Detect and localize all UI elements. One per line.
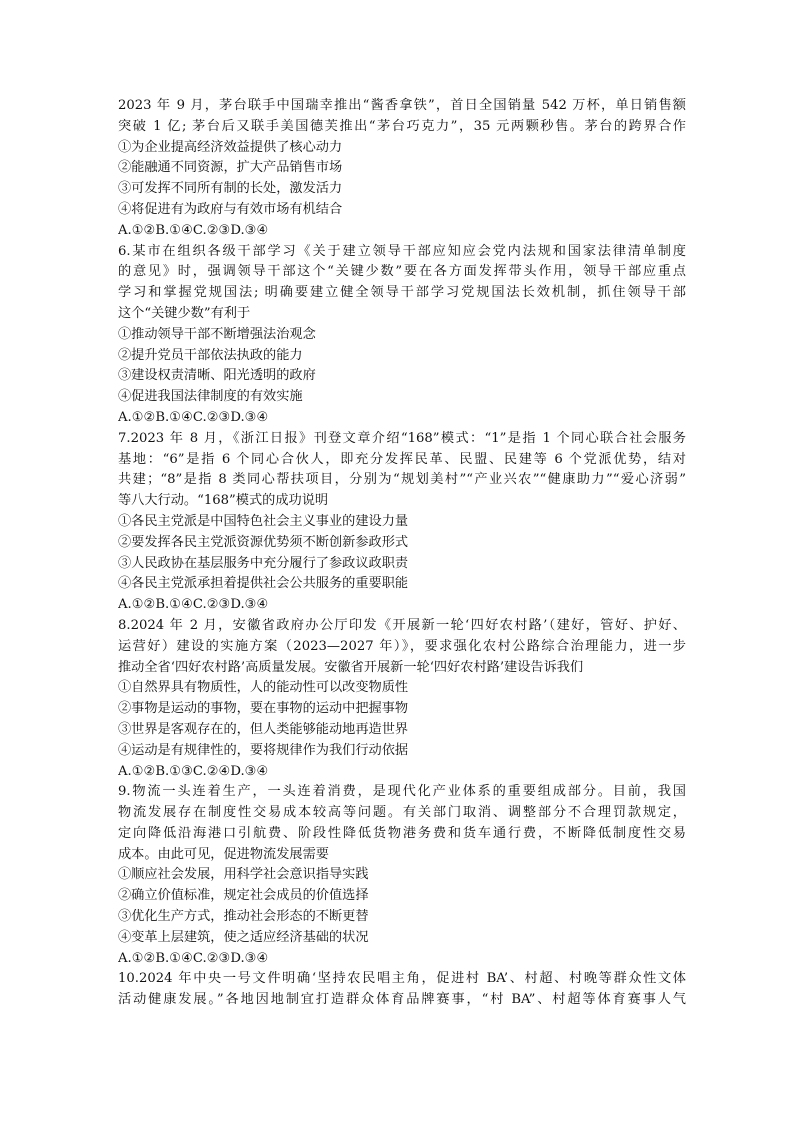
question-stem-line: 2023 年 9 月，茅台联手中国瑞幸推出“酱香拿铁”，首日全国销量 542 万杯，单日销售额 <box>118 98 686 113</box>
option-4: ④促进我国法律制度的有效实施 <box>118 389 303 405</box>
option-4: ④各民主党派承担着提供社会公共服务的重要职能 <box>118 576 409 592</box>
option-2: ②能融通不同资源，扩大产品销售市场 <box>118 160 343 176</box>
option-3: ③人民政协在基层服务中充分履行了参政议政职责 <box>118 555 409 571</box>
answer-choices: A.①②B.①④C.②③D.③④ <box>118 222 269 238</box>
question-stem-line: 等八大行动。“168”模式的成功说明 <box>118 493 329 509</box>
answer-choices: A.①②B.①③C.②④D.③④ <box>118 763 269 779</box>
question-9 <box>118 782 686 969</box>
option-1: ①推动领导干部不断增强法治观念 <box>118 326 316 342</box>
option-1: ①顺应社会发展，用科学社会意识指导实践 <box>118 867 369 883</box>
option-2: ②要发挥各民主党派资源优势须不断创新参政形式 <box>118 534 409 550</box>
option-4: ④运动是有规律性的，要将规律作为我们行动依据 <box>118 742 409 758</box>
question-stem-line: 7.2023 年 8 月，《浙江日报》刊登文章介绍“168”模式：“1”是指 1 个同心联合社会服务 <box>118 430 686 446</box>
question-stem-line: 运营好）建设的实施方案（2023—2027 年）》，要求强化农村公路综合治理能力，进一步 <box>118 638 686 654</box>
option-1: ①各民主党派是中国特色社会主义事业的建设力量 <box>118 513 409 529</box>
question-stem-line: 6.某市在组织各级干部学习《关于建立领导干部应知应会党内法规和国家法律清单制度 <box>118 243 686 259</box>
question-stem-line: 9.物流一头连着生产，一头连着消费，是现代化产业体系的重要组成部分。目前，我国 <box>118 784 686 800</box>
answer-choices: A.①②B.①④C.②③D.③④ <box>118 409 269 425</box>
option-3: ③可发挥不同所有制的长处，激发活力 <box>118 181 343 197</box>
option-3: ③优化生产方式，推动社会形态的不断更替 <box>118 909 369 925</box>
document-page <box>118 96 686 1011</box>
question-6 <box>118 242 686 429</box>
question-stem-line: 突破 1 亿; 茅台后又联手美国德芙推出“茅台巧克力”，35 元两颗秒售。茅台的跨界合作 <box>118 118 686 134</box>
question-stem-line: 10.2024 年中央一号文件明确‘坚持农民唱主角，促进村 BA’、村超、村晚等群众性文体 <box>118 971 686 987</box>
question-stem-line: 推动全省‘四好农村路’高质量发展。安徽省开展新一轮‘四好农村路’建设告诉我们 <box>118 659 584 675</box>
option-3: ③建设权责清晰、阳光透明的政府 <box>118 368 316 384</box>
question-7 <box>118 429 686 616</box>
question-stem-line: 活动健康发展。”各地因地制宜打造群众体育品牌赛事，“村 BA”、村超等体育赛事人气 <box>118 992 686 1008</box>
question-stem-line: 共建；“8”是指 8 类同心帮扶项目，分别为“规划美村”“产业兴农”“健康助力”“爱心济弱” <box>118 472 686 488</box>
option-3: ③世界是客观存在的，但人类能够能动地再造世界 <box>118 721 409 737</box>
question-stem-line: 物流发展存在制度性交易成本较高等问题。有关部门取消、调整部分不合理罚款规定， <box>118 805 686 821</box>
question-stem-line: 定向降低沿海港口引航费、阶段性降低货物港务费和货车通行费，不断降低制度性交易 <box>118 825 686 841</box>
answer-choices: A.①②B.①④C.②③D.③④ <box>118 597 269 613</box>
question-10 <box>118 969 686 1011</box>
question-stem-line: 这个“关键少数”有利于 <box>118 305 251 321</box>
question-stem-line: 成本。由此可见，促进物流发展需要 <box>118 846 329 862</box>
option-1: ①自然界具有物质性，人的能动性可以改变物质性 <box>118 680 409 696</box>
question-5 <box>118 96 686 242</box>
question-stem-line: 基地：“6”是指 6 个同心合伙人，即充分发挥民革、民盟、民建等 6 个党派优势，结对 <box>118 451 686 467</box>
question-stem-line: 学习和掌握党规国法; 明确要建立健全领导干部学习党规国法长效机制，抓住领导干部 <box>118 285 686 301</box>
option-2: ②事物是运动的事物，要在事物的运动中把握事物 <box>118 701 409 717</box>
option-4: ④将促进有为政府与有效市场有机结合 <box>118 201 343 217</box>
option-1: ①为企业提高经济效益提供了核心动力 <box>118 139 343 155</box>
question-8 <box>118 616 686 782</box>
option-4: ④变革上层建筑，使之适应经济基础的状况 <box>118 929 369 945</box>
option-2: ②确立价值标准，规定社会成员的价值选择 <box>118 888 369 904</box>
question-stem-line: 的意见》时，强调领导干部这个“关键少数”要在各方面发挥带头作用，领导干部应重点 <box>118 264 686 280</box>
answer-choices: A.①②B.①④C.②③D.③④ <box>118 950 269 966</box>
option-2: ②提升党员干部依法执政的能力 <box>118 347 303 363</box>
question-stem-line: 8.2024 年 2 月，安徽省政府办公厅印发《开展新一轮‘四好农村路’（建好，管好、护好、 <box>118 617 686 633</box>
